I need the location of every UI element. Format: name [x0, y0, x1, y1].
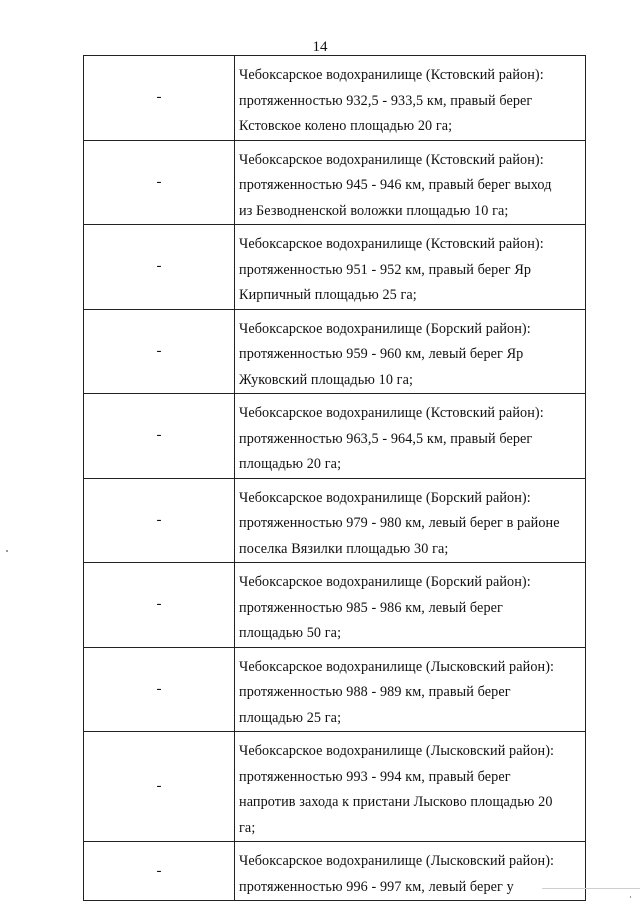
description-line: протяженностью 932,5 - 933,5 км, правый берег: [239, 92, 533, 109]
table-row: [84, 478, 586, 563]
description-line: Кирпичный площадью 25 га;: [239, 287, 417, 303]
row-description: [235, 842, 586, 901]
row-description: [235, 309, 586, 394]
description-line: поселка Вязилки площадью 30 га;: [239, 540, 449, 557]
row-marker: -: [84, 309, 235, 394]
row-marker: -: [84, 647, 235, 732]
row-description: [235, 394, 586, 479]
row-description: [235, 56, 586, 141]
description-line: Чебоксарское водохранилище (Лысковский район):: [239, 743, 555, 759]
description-line: протяженностью 951 - 952 км, правый берег Яр: [239, 261, 532, 278]
description-line: протяженностью 996 - 997 км, левый берег у: [239, 878, 514, 895]
description-line: Чебоксарское водохранилище (Лысковский район):: [239, 853, 555, 869]
row-description: [235, 225, 586, 310]
description-line: протяженностью 959 - 960 км, левый берег Яр: [239, 346, 524, 362]
scan-speck: [6, 550, 8, 552]
description-line: протяженностью 945 - 946 км, правый берег выход: [239, 177, 552, 193]
description-line: Чебоксарское водохранилище (Кстовский район):: [239, 236, 544, 252]
reservoir-sites-table: [83, 55, 586, 901]
description-line: площадью 50 га;: [239, 625, 342, 641]
row-marker: -: [84, 842, 235, 901]
description-line: Чебоксарское водохранилище (Кстовский район):: [239, 67, 544, 83]
row-marker: -: [84, 478, 235, 563]
description-line: площадью 25 га;: [239, 709, 342, 726]
description-line: Жуковский площадью 10 га;: [239, 371, 414, 388]
table-row: [84, 225, 586, 310]
description-line: Чебоксарское водохранилище (Лысковский район):: [239, 658, 555, 675]
row-description: [235, 478, 586, 563]
description-line: протяженностью 993 - 994 км, правый берег: [239, 768, 511, 785]
description-line: площадью 20 га;: [239, 456, 342, 472]
scan-speck: [630, 896, 631, 898]
description-line: протяженностью 985 - 986 км, левый берег: [239, 599, 503, 616]
table-row: [84, 647, 586, 732]
table-row: [84, 394, 586, 479]
description-line: протяженностью 988 - 989 км, правый берег: [239, 684, 511, 700]
table-row: [84, 563, 586, 648]
row-marker: -: [84, 563, 235, 648]
table-row: [84, 140, 586, 225]
table-row: [84, 309, 586, 394]
row-marker: -: [84, 225, 235, 310]
row-description: [235, 563, 586, 648]
row-marker: -: [84, 732, 235, 842]
row-marker: -: [84, 140, 235, 225]
page-number: 14: [312, 39, 328, 55]
row-marker: -: [84, 56, 235, 141]
description-line: Чебоксарское водохранилище (Борский район):: [239, 320, 531, 337]
row-description: [235, 647, 586, 732]
row-description: [235, 732, 586, 842]
row-marker: -: [84, 394, 235, 479]
row-description: [235, 140, 586, 225]
description-line: напротив захода к пристани Лысково площадью 20: [239, 794, 553, 810]
description-line: Чебоксарское водохранилище (Кстовский район):: [239, 405, 544, 421]
description-line: Чебоксарское водохранилище (Кстовский район):: [239, 151, 544, 168]
description-line: Кстовское колено площадью 20 га;: [239, 118, 453, 134]
description-line: га;: [239, 819, 256, 836]
table-row: [84, 842, 586, 901]
description-line: из Безводненской воложки площадью 10 га;: [239, 202, 509, 219]
description-line: протяженностью 963,5 - 964,5 км, правый берег: [239, 430, 533, 447]
table-row: [84, 732, 586, 842]
table-row: [84, 56, 586, 141]
description-line: Чебоксарское водохранилище (Борский район):: [239, 489, 531, 506]
description-line: протяженностью 979 - 980 км, левый берег в районе: [239, 515, 560, 531]
description-line: Чебоксарское водохранилище (Борский район):: [239, 574, 531, 590]
scan-edge-line: [542, 888, 640, 889]
